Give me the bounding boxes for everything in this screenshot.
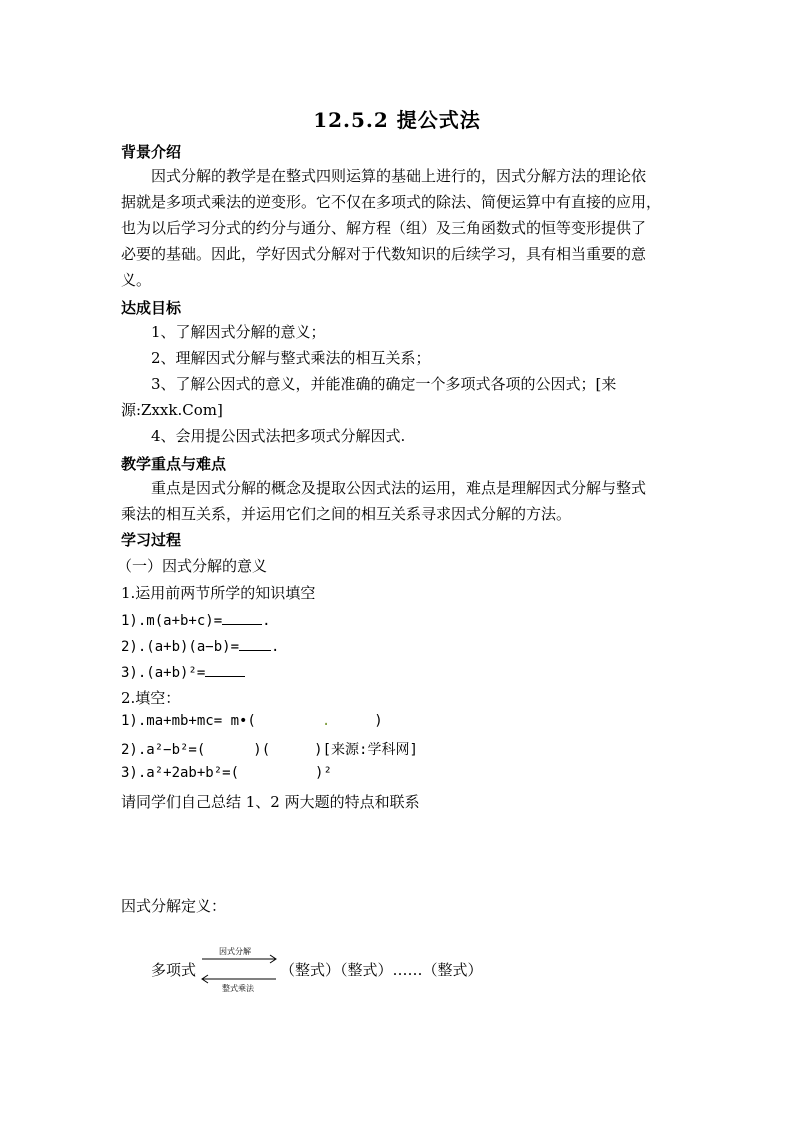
- paren: )(: [253, 742, 271, 758]
- expression: 3).a²+2ab+b²=(: [121, 765, 240, 781]
- question-2-title: 2.填空：: [121, 689, 181, 707]
- page-title: 12.5.2 提公式法: [313, 108, 481, 132]
- summary-prompt: 请同学们自己总结 1、2 两大题的特点和联系: [121, 793, 420, 811]
- answer-blank[interactable]: [239, 636, 271, 651]
- question-2-item-1: [121, 713, 383, 729]
- question-1-title: 1.运用前两节所学的知识填空: [121, 584, 316, 602]
- expression: 2).a²−b²=(: [121, 742, 206, 758]
- keypoints-line: 重点是因式分解的概念及提取公因式法的运用，难点是理解因式分解与整式: [151, 479, 647, 497]
- answer-blank[interactable]: [205, 662, 245, 677]
- question-1-item-1: [121, 610, 271, 629]
- background-line: 必要的基础。因此，学好因式分解对于代数知识的后续学习，具有相当重要的意: [121, 245, 647, 263]
- question-1-item-3: [121, 662, 245, 681]
- goal-item-continued: 源:Zxxk.Com]: [121, 401, 223, 419]
- background-paragraph: [121, 163, 676, 293]
- heading-process: 学习过程: [121, 531, 182, 549]
- goal-item: 1、了解因式分解的意义；: [151, 323, 326, 341]
- definition-label: 因式分解定义：: [121, 897, 227, 915]
- heading-keypoints: 教学重点与难点: [121, 455, 227, 473]
- background-line: 据就是多项式乘法的逆变形。它不仅在多项式的除法、简便运算中有直接的应用，: [121, 193, 662, 211]
- background-line: 因式分解的教学是在整式四则运算的基础上进行的，因式分解方法的理论依: [151, 167, 647, 185]
- question-1-item-2: [121, 636, 279, 655]
- goal-item: 2、理解因式分解与整式乘法的相互关系；: [151, 349, 431, 367]
- period: .: [262, 613, 271, 629]
- paren: ): [374, 713, 383, 729]
- expression: 1).ma+mb+mc= m•(: [121, 713, 256, 729]
- question-2-item-3: [121, 765, 332, 781]
- diagram-product-of-terms: （整式）（整式）……（整式）: [280, 961, 483, 979]
- background-line: 也为以后学习分式的约分与通分、解方程（组）及三角函数式的恒等变形提供了: [121, 219, 647, 237]
- paren: )²: [315, 765, 332, 781]
- subsection-title: （一）因式分解的意义: [117, 557, 268, 575]
- diagram-factorization-label: 因式分解: [219, 947, 251, 956]
- period: .: [271, 639, 280, 655]
- mark: .: [321, 713, 331, 729]
- answer-blank[interactable]: [222, 610, 262, 625]
- goals-list: [121, 319, 676, 449]
- keypoints-line: 乘法的相互关系，并运用它们之间的相互关系寻求因式分解的方法。: [121, 505, 572, 523]
- diagram-multiplication-label: 整式乘法: [222, 984, 254, 993]
- goal-item: 3、了解公因式的意义，并能准确的确定一个多项式各项的公因式；[来: [151, 375, 617, 393]
- expression: 2).(a+b)(a−b)=: [121, 639, 240, 655]
- expression-end: )[来源:学科网]: [314, 742, 418, 758]
- expression: 3).(a+b)²=: [121, 665, 206, 681]
- keypoints-paragraph: [121, 475, 676, 527]
- heading-background: 背景介绍: [121, 143, 182, 161]
- heading-goals: 达成目标: [121, 299, 182, 317]
- expression: 1).m(a+b+c)=: [121, 613, 223, 629]
- goal-item: 4、会用提公因式法把多项式分解因式.: [151, 427, 406, 445]
- background-line: 义。: [121, 271, 152, 289]
- diagram-polynomial: 多项式: [151, 961, 197, 979]
- question-2-item-2: [121, 739, 418, 759]
